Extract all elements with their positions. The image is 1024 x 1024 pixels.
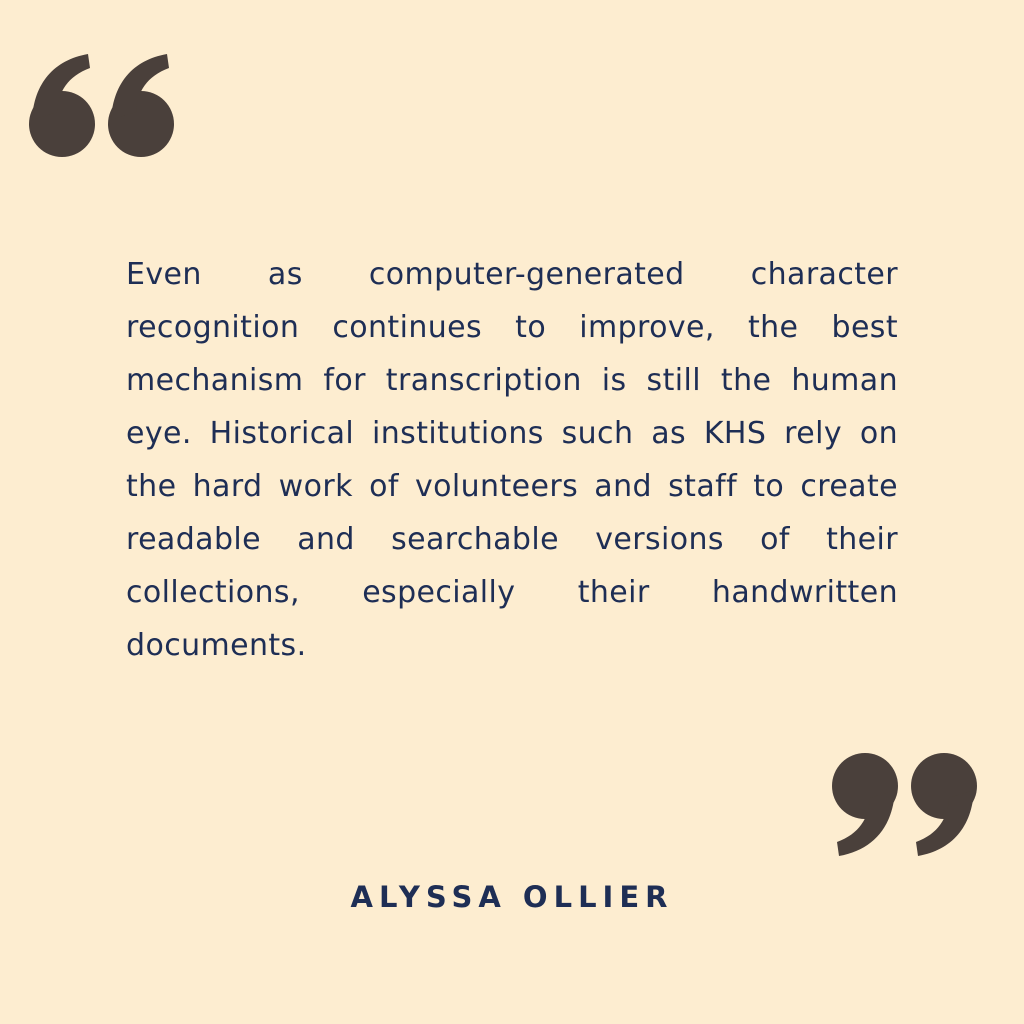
open-quote-icon: [24, 48, 184, 158]
attribution-name: ALYSSA OLLIER: [350, 880, 674, 914]
close-quote-icon: [822, 752, 982, 862]
open-quote-glyphs: [29, 54, 174, 157]
close-quote-glyphs: [832, 753, 977, 856]
quote-text: Even as computer-generated character recognition continues to improve, the best mechanism for transcription is still the human eye. Historical institutions such as KHS rely on the hard work of volunteers and staff to create readable and searchable versions of their collections, especially their handwritten documents.: [126, 257, 898, 663]
